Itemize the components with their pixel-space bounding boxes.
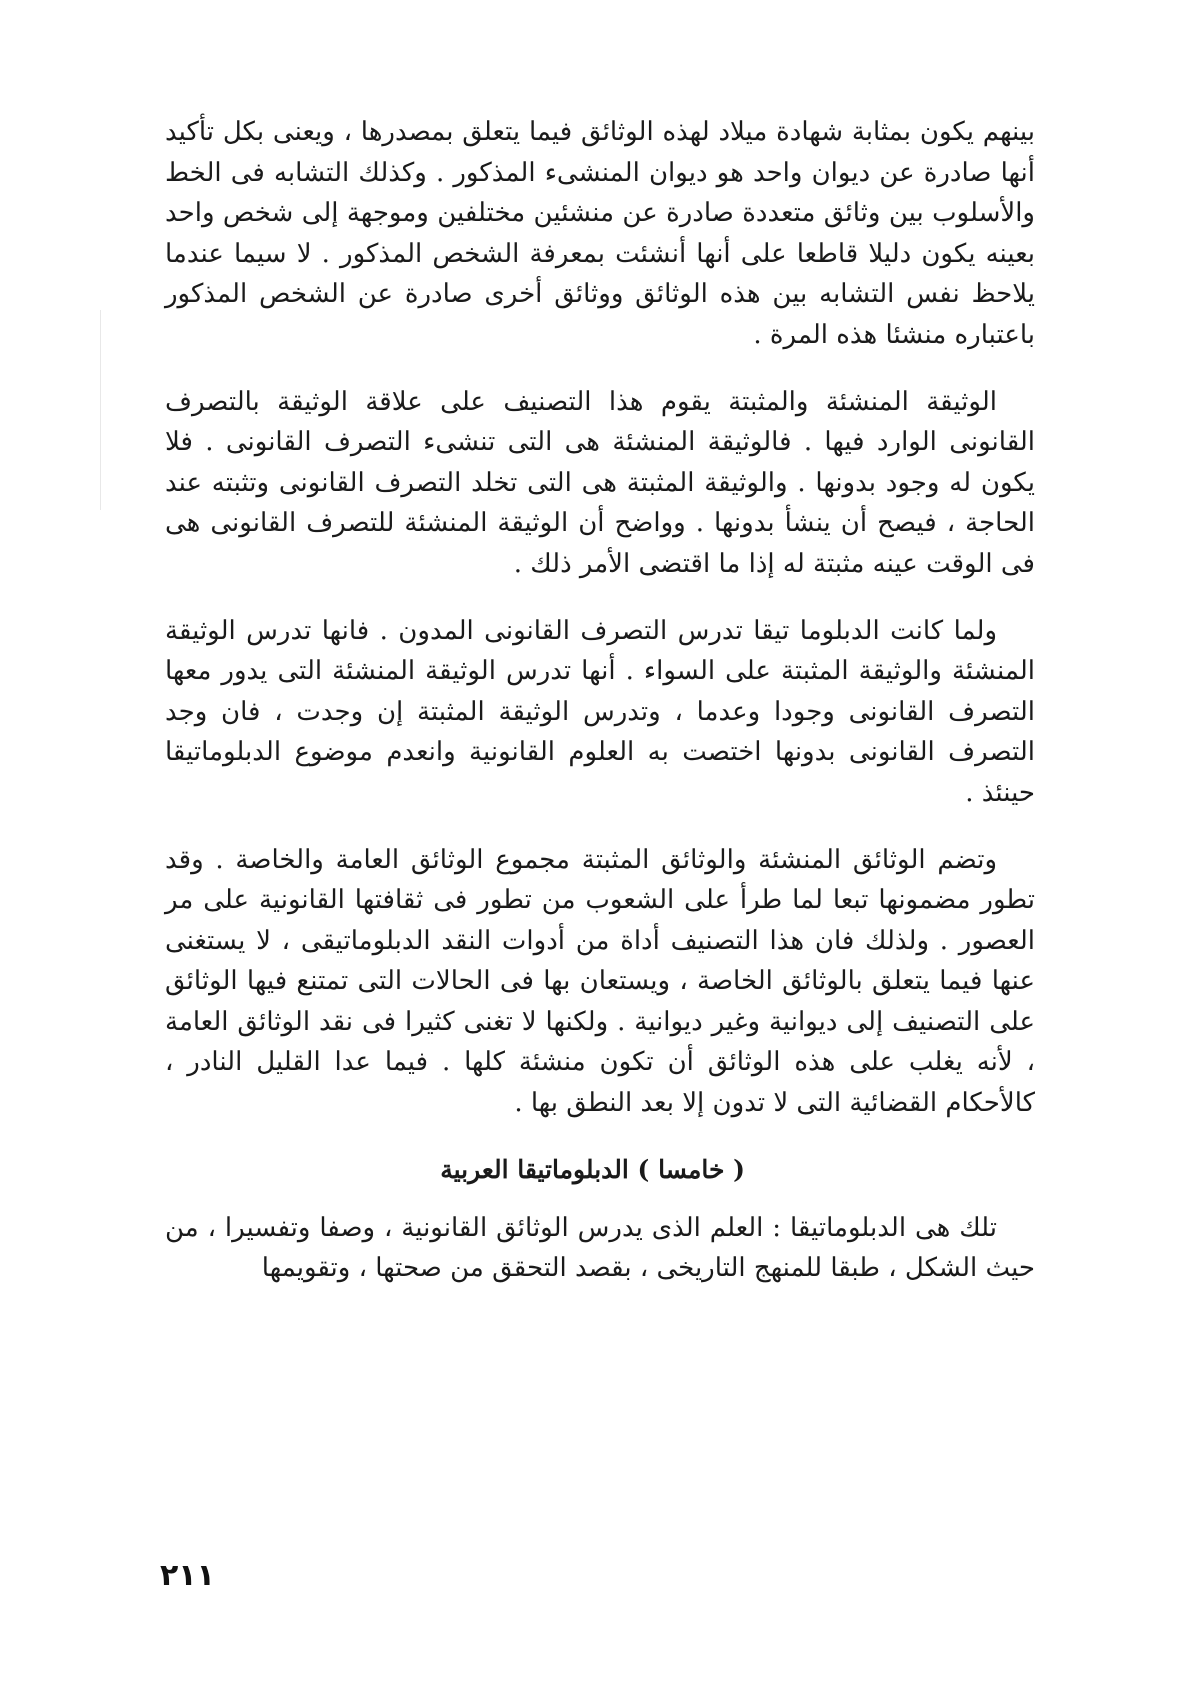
paragraph-1: بينهم يكون بمثابة شهادة ميلاد لهذه الوثائق فيما يتعلق بمصدرها ، ويعنى بكل تأكيد أنها صادرة عن ديوان واحد هو ديوان المنشىء المذكور . وكذلك التشابه فى الخط والأسلوب بين وثائق متعددة صادرة عن منشئين مختلفين وموجهة إلى شخص واحد بعينه يكون دليلا قاطعا على أنها أنشئت بمعرفة الشخص المذكور . لا سيما عندما يلاحظ نفس التشابه بين هذه الوثائق ووثائق أخرى صادرة عن الشخص المذكور باعتباره منشئا هذه المرة . <box>165 117 1036 350</box>
paragraph-5: تلك هى الدبلوماتيقا : العلم الذى يدرس الوثائق القانونية ، وصفا وتفسيرا ، من حيث الشكل ، طبقا للمنهج التاريخى ، بقصد التحقق من صحتها ، وتقويمها <box>165 1212 1035 1284</box>
paragraph-4: وتضم الوثائق المنشئة والوثائق المثبتة مجموع الوثائق العامة والخاصة . وقد تطور مضمونها تبعا لما طرأ على الشعوب من تطور فى ثقافتها القانونية على مر العصور . ولذلك فان هذا التصنيف أداة من أدوات النقد الدبلوماتيقى ، لا يستغنى عنها فيما يتعلق بالوثائق الخاصة ، ويستعان بها فى الحالات التى تمتنع فيها الوثائق على التصنيف إلى ديوانية وغير ديوانية . ولكنها لا تغنى كثيرا فى نقد الوثائق العامة ، لأنه يغلب على هذه الوثائق أن تكون منشئة كلها . فيما عدا القليل النادر ، كالأحكام القضائية التى لا تدون إلا بعد النطق بها . <box>165 844 1036 1119</box>
paragraph-3: ولما كانت الدبلوما تيقا تدرس التصرف القانونى المدون . فانها تدرس الوثيقة المنشئة والوثيقة المثبتة على السواء . أنها تدرس الوثيقة المنشئة التى يدور معها التصرف القانونى وجودا وعدما ، وتدرس الوثيقة المثبتة إن وجدت ، فان وجد التصرف القانونى بدونها اختصت به العلوم القانونية وانعدم موضوع الدبلوماتيقا حينئذ . <box>165 615 1035 808</box>
paragraph-2: الوثيقة المنشئة والمثبتة يقوم هذا التصنيف على علاقة الوثيقة بالتصرف القانونى الوارد فيها . فالوثيقة المنشئة هى التى تنشىء التصرف القانونى . فلا يكون له وجود بدونها . والوثيقة المثبتة هى التى تخلد التصرف القانونى وتثبته عند الحاجة ، فيصح أن ينشأ بدونها . وواضح أن الوثيقة المنشئة للتصرف القانونى هى فى الوقت عينه مثبتة له إذا ما اقتضى الأمر ذلك . <box>165 386 1035 579</box>
section-heading: ( خامسا ) الدبلوماتيقا العربية <box>440 1154 745 1184</box>
document-page <box>165 112 1035 1315</box>
page-number: ٢١١ <box>160 1558 215 1593</box>
scan-margin-mark <box>100 310 101 510</box>
